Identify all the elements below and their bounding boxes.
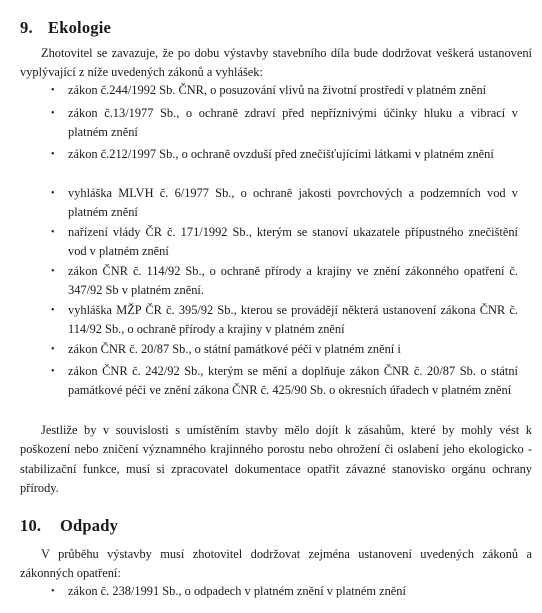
list-item-text: zákon ČNR č. 242/92 Sb., kterým se mění a doplňuje zákon ČNR č. 20/87 Sb. o státní památkové péči ve znění zákona ČNR č. 425/90 Sb. o okresních úřadech v platném znění (68, 364, 518, 398)
section-10-number: 10. (20, 516, 42, 535)
list-item-text: vyhláška MŽP ČR č. 395/92 Sb., kterou se provádějí některá ustanovení zákona ČNR č. 114/92 Sb., o ochraně přírody a krajiny v platném znění (68, 303, 518, 337)
bullet-icon: • (51, 366, 55, 377)
bullet-icon: • (51, 266, 55, 277)
bullet-icon: • (51, 305, 55, 316)
section-10-intro: V průběhu výstavby musí zhotovitel dodržovat zejména ustanovení uvedených zákonů a zákonných opatření: (20, 547, 532, 581)
section-10-title: Odpady (60, 516, 119, 535)
bullet-icon: • (51, 108, 55, 119)
bullet-icon: • (51, 344, 55, 355)
list-item-text: zákon č.212/1997 Sb., o ochraně ovzduší před znečišťujícími látkami v platném znění (68, 147, 494, 161)
list-item-text: zákon ČNR č. 20/87 Sb., o státní památkové péči v platném znění i (68, 342, 401, 356)
bullet-icon: • (51, 586, 55, 597)
bullet-icon: • (51, 85, 55, 96)
section-9-title: Ekologie (48, 18, 112, 37)
section-9-closing: Jestliže by v souvislosti s umístěním stavby mělo dojít k zásahům, které by mohly vést k poškození nebo zničení významného krajinného porostu nebo ohrožení či oslabení jeho ekologicko - stabilizační funkce, musí si zpracovatel dokumentace opatřit závazné stanovisko orgánu ochrany přírody. (20, 423, 532, 495)
section-9-number: 9. (20, 18, 33, 37)
list-item-text: zákon č. 238/1991 Sb., o odpadech v platném znění v platném znění (68, 584, 406, 598)
bullet-icon: • (51, 149, 55, 160)
list-item-text: zákon ČNR č. 114/92 Sb., o ochraně přírody a krajiny ve znění zákonného opatření č. 347/92 Sb v platném znění. (68, 264, 518, 298)
list-item-text: zákon č.13/1977 Sb., o ochraně zdraví před nepříznivými účinky hluku a vibrací v platném znění (68, 106, 518, 140)
section-9-intro: Zhotovitel se zavazuje, že po dobu výstavby stavebního díla bude dodržovat veškerá ustanovení vyplývající z níže uvedených zákonů a vyhlášek: (20, 46, 532, 80)
list-item-text: zákon č.244/1992 Sb. ČNR, o posuzování vlivů na životní prostředí v platném znění (68, 83, 487, 97)
section-10-heading (20, 516, 118, 536)
list-item-text: vyhláška MLVH č. 6/1977 Sb., o ochraně jakosti povrchových a podzemních vod v platném znění (68, 186, 518, 220)
list-item-text: nařízení vlády ČR č. 171/1992 Sb., kterým se stanoví ukazatele přípustného znečištění vod v platném znění (68, 225, 518, 259)
bullet-icon: • (51, 188, 55, 199)
bullet-icon: • (51, 227, 55, 238)
section-9-heading (20, 18, 111, 38)
